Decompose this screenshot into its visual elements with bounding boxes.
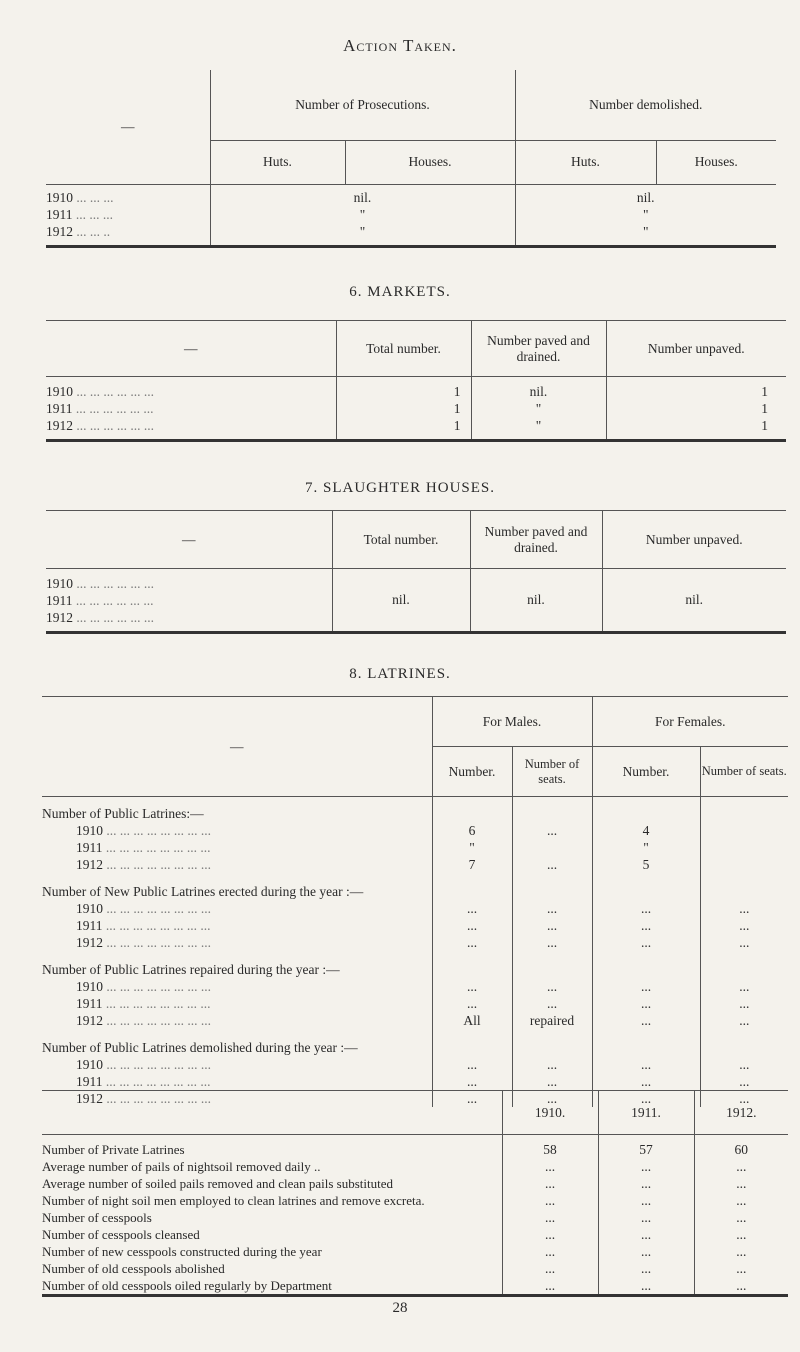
private-value-1911: ... [640,1193,652,1208]
markets-unpaved: 1 [761,401,768,416]
latrines-year: 1911 ... ... ... ... ... ... ... ... [76,840,211,855]
markets-total: 1 [453,418,461,433]
female-seats: ... [739,1013,750,1028]
female-seats [701,822,789,839]
slaughter-corner: — [46,511,332,569]
private-row-label: Number of cesspools [42,1210,152,1225]
male-number: ... [466,996,478,1011]
male-seats: ... [546,1074,558,1089]
demolished-value: " [642,206,649,222]
prosecutions-corner: — [46,70,210,184]
latrines-section-heading: Number of Public Latrines repaired during the year :— [42,962,340,977]
sub-houses-1: Houses. [345,140,515,184]
markets-title: 6. MARKETS. [349,284,451,300]
latrines-year: 1910 ... ... ... ... ... ... ... ... [76,823,211,838]
latrines-year: 1912 ... ... ... ... ... ... ... ... [76,857,211,872]
male-number: ... [466,935,478,950]
private-value-1911: ... [640,1176,652,1191]
markets-table [46,320,786,442]
markets-total: 1 [453,384,461,399]
private-value-1912: ... [736,1210,747,1225]
male-seats: ... [546,1057,558,1072]
slaughter-title: 7. SLAUGHTER HOUSES. [304,480,495,496]
sub-houses-2: Houses. [656,140,776,184]
prosecutions-value: " [359,223,366,239]
private-row-label: Number of Private Latrines [42,1142,185,1157]
male-number: " [469,840,475,855]
male-seats: ... [546,901,558,916]
latrines-year: 1912 ... ... ... ... ... ... ... ... [76,1013,211,1028]
slaughter-header-paved: Number paved and drained. [470,511,602,569]
private-row-label: Number of old cesspools abolished [42,1261,225,1276]
latrines-section-heading: Number of Public Latrines:— [42,806,204,821]
private-value-1910: 58 [543,1142,557,1157]
year-header-1912: 1912. [694,1091,788,1135]
female-number: 4 [642,823,650,838]
private-value-1912: ... [736,1244,747,1259]
female-seats [701,839,789,856]
latrines-year: 1911 ... ... ... ... ... ... ... ... [76,996,211,1011]
private-row-label: Average number of pails of nightsoil removed daily .. [42,1159,321,1174]
males-number-header: Number. [432,747,512,797]
latrines-year: 1912 ... ... ... ... ... ... ... ... [76,935,211,950]
latrines-table [42,696,788,1107]
private-value-1911: 57 [639,1142,653,1157]
private-value-1910: ... [544,1261,556,1276]
female-number: ... [640,918,652,933]
private-value-1912: ... [736,1278,747,1293]
private-value-1911: ... [640,1210,652,1225]
prosecutions-value: nil. [353,189,372,205]
female-number: 5 [642,857,650,872]
year-header-1911: 1911. [598,1091,694,1135]
male-number: ... [466,1091,478,1106]
private-value-1911: ... [640,1227,652,1242]
markets-paved: " [535,418,542,433]
markets-header-unpaved: Number unpaved. [606,321,786,377]
markets-year: 1911 ... ... ... ... ... ... [46,401,154,416]
markets-header-paved: Number paved and drained. [471,321,606,377]
private-value-1911: ... [640,1261,652,1276]
male-number: ... [466,1057,478,1072]
private-latrines-table [42,1090,788,1297]
private-value-1910: ... [544,1227,556,1242]
year-1912: 1912 ... ... .. [46,223,111,239]
demolished-value: " [642,223,649,239]
females-number-header: Number. [592,747,700,797]
page-number: 28 [392,1300,408,1316]
private-value-1910: ... [544,1193,556,1208]
private-value-1912: ... [736,1159,747,1174]
female-seats: ... [739,918,750,933]
slaughter-year: 1911 ... ... ... ... ... ... [46,593,154,608]
header-prosecutions: Number of Prosecutions. [210,70,515,140]
male-number: ... [466,901,478,916]
private-value-1911: ... [640,1159,652,1174]
year-header-1910: 1910. [502,1091,598,1135]
female-seats: ... [739,979,750,994]
slaughter-paved: nil. [470,569,602,633]
private-value-1910: ... [544,1278,556,1293]
markets-paved: " [535,401,542,416]
latrines-year: 1911 ... ... ... ... ... ... ... ... [76,918,211,933]
male-seats [513,839,592,856]
markets-year: 1910 ... ... ... ... ... ... [46,384,154,399]
latrines-section-heading: Number of Public Latrines demolished during the year :— [42,1040,358,1055]
private-value-1910: ... [544,1176,556,1191]
latrines-title: 8. LATRINES. [349,666,451,682]
male-seats: ... [546,823,558,838]
female-number: ... [640,1091,652,1106]
private-row-label: Number of new cesspools constructed during the year [42,1244,322,1259]
males-seats-header: Number of seats. [512,747,592,797]
markets-paved: nil. [529,384,548,399]
page-title: Action Taken. [343,36,457,55]
male-seats: ... [546,1091,558,1106]
markets-corner: — [46,321,336,377]
female-seats: ... [739,1057,750,1072]
female-number: ... [640,1074,652,1089]
female-seats: ... [739,1091,750,1106]
female-seats: ... [739,935,750,950]
markets-unpaved: 1 [761,384,768,399]
female-number: ... [640,1013,652,1028]
private-value-1912: ... [736,1227,747,1242]
male-number: 6 [468,823,476,838]
latrines-year: 1910 ... ... ... ... ... ... ... ... [76,979,211,994]
slaughter-year: 1912 ... ... ... ... ... ... [46,610,154,625]
latrines-year: 1911 ... ... ... ... ... ... ... ... [76,1074,211,1089]
prosecutions-value: " [359,206,366,222]
female-seats: ... [739,901,750,916]
slaughter-header-total: Total number. [332,511,470,569]
markets-unpaved: 1 [761,418,768,433]
header-demolished: Number demolished. [515,70,776,140]
male-seats: ... [546,857,558,872]
sub-huts-2: Huts. [515,140,656,184]
private-value-1910: ... [544,1159,556,1174]
private-value-1912: ... [736,1193,747,1208]
private-value-1911: ... [640,1278,652,1293]
markets-year: 1912 ... ... ... ... ... ... [46,418,154,433]
female-number: ... [640,935,652,950]
private-row-label: Number of cesspools cleansed [42,1227,200,1242]
male-number: ... [466,979,478,994]
female-number: ... [640,979,652,994]
male-number: ... [466,1074,478,1089]
header-females: For Females. [592,697,788,747]
prosecutions-table [46,70,776,248]
slaughter-table [46,510,786,634]
private-row-label: Number of old cesspools oiled regularly by Department [42,1278,332,1293]
male-number: ... [466,918,478,933]
male-seats: ... [546,918,558,933]
male-seats: repaired [529,1013,575,1028]
year-1911: 1911 ... ... ... [46,206,113,222]
latrines-section-heading: Number of New Public Latrines erected during the year :— [42,884,364,899]
females-seats-header: Number of seats. [700,747,788,797]
markets-total: 1 [453,401,461,416]
latrines-corner: — [42,697,432,797]
female-number: ... [640,996,652,1011]
latrines-year: 1912 ... ... ... ... ... ... ... ... [76,1091,211,1106]
female-seats [701,856,789,873]
demolished-value: nil. [636,189,655,205]
private-value-1912: ... [736,1261,747,1276]
private-value-1912: ... [736,1176,747,1191]
latrines-year: 1910 ... ... ... ... ... ... ... ... [76,901,211,916]
private-row-label: Average number of soiled pails removed and clean pails substituted [42,1176,394,1191]
private-row-label: Number of night soil men employed to clean latrines and remove excreta. [42,1193,425,1208]
male-number: All [463,1013,481,1028]
female-seats: ... [739,1074,750,1089]
slaughter-year: 1910 ... ... ... ... ... ... [46,576,154,591]
male-number: 7 [468,857,476,872]
latrines-year: 1910 ... ... ... ... ... ... ... ... [76,1057,211,1072]
male-seats: ... [546,996,558,1011]
year-1910: 1910 ... ... ... [46,189,114,205]
female-number: " [643,840,649,855]
private-value-1911: ... [640,1244,652,1259]
header-males: For Males. [432,697,592,747]
male-seats: ... [546,935,558,950]
markets-header-total: Total number. [336,321,471,377]
private-value-1912: 60 [734,1142,748,1157]
male-seats: ... [546,979,558,994]
private-value-1910: ... [544,1210,556,1225]
slaughter-header-unpaved: Number unpaved. [602,511,786,569]
female-number: ... [640,901,652,916]
female-seats: ... [739,996,750,1011]
private-value-1910: ... [544,1244,556,1259]
female-number: ... [640,1057,652,1072]
slaughter-unpaved: nil. [602,569,786,633]
sub-huts-1: Huts. [210,140,345,184]
slaughter-total: nil. [332,569,470,633]
